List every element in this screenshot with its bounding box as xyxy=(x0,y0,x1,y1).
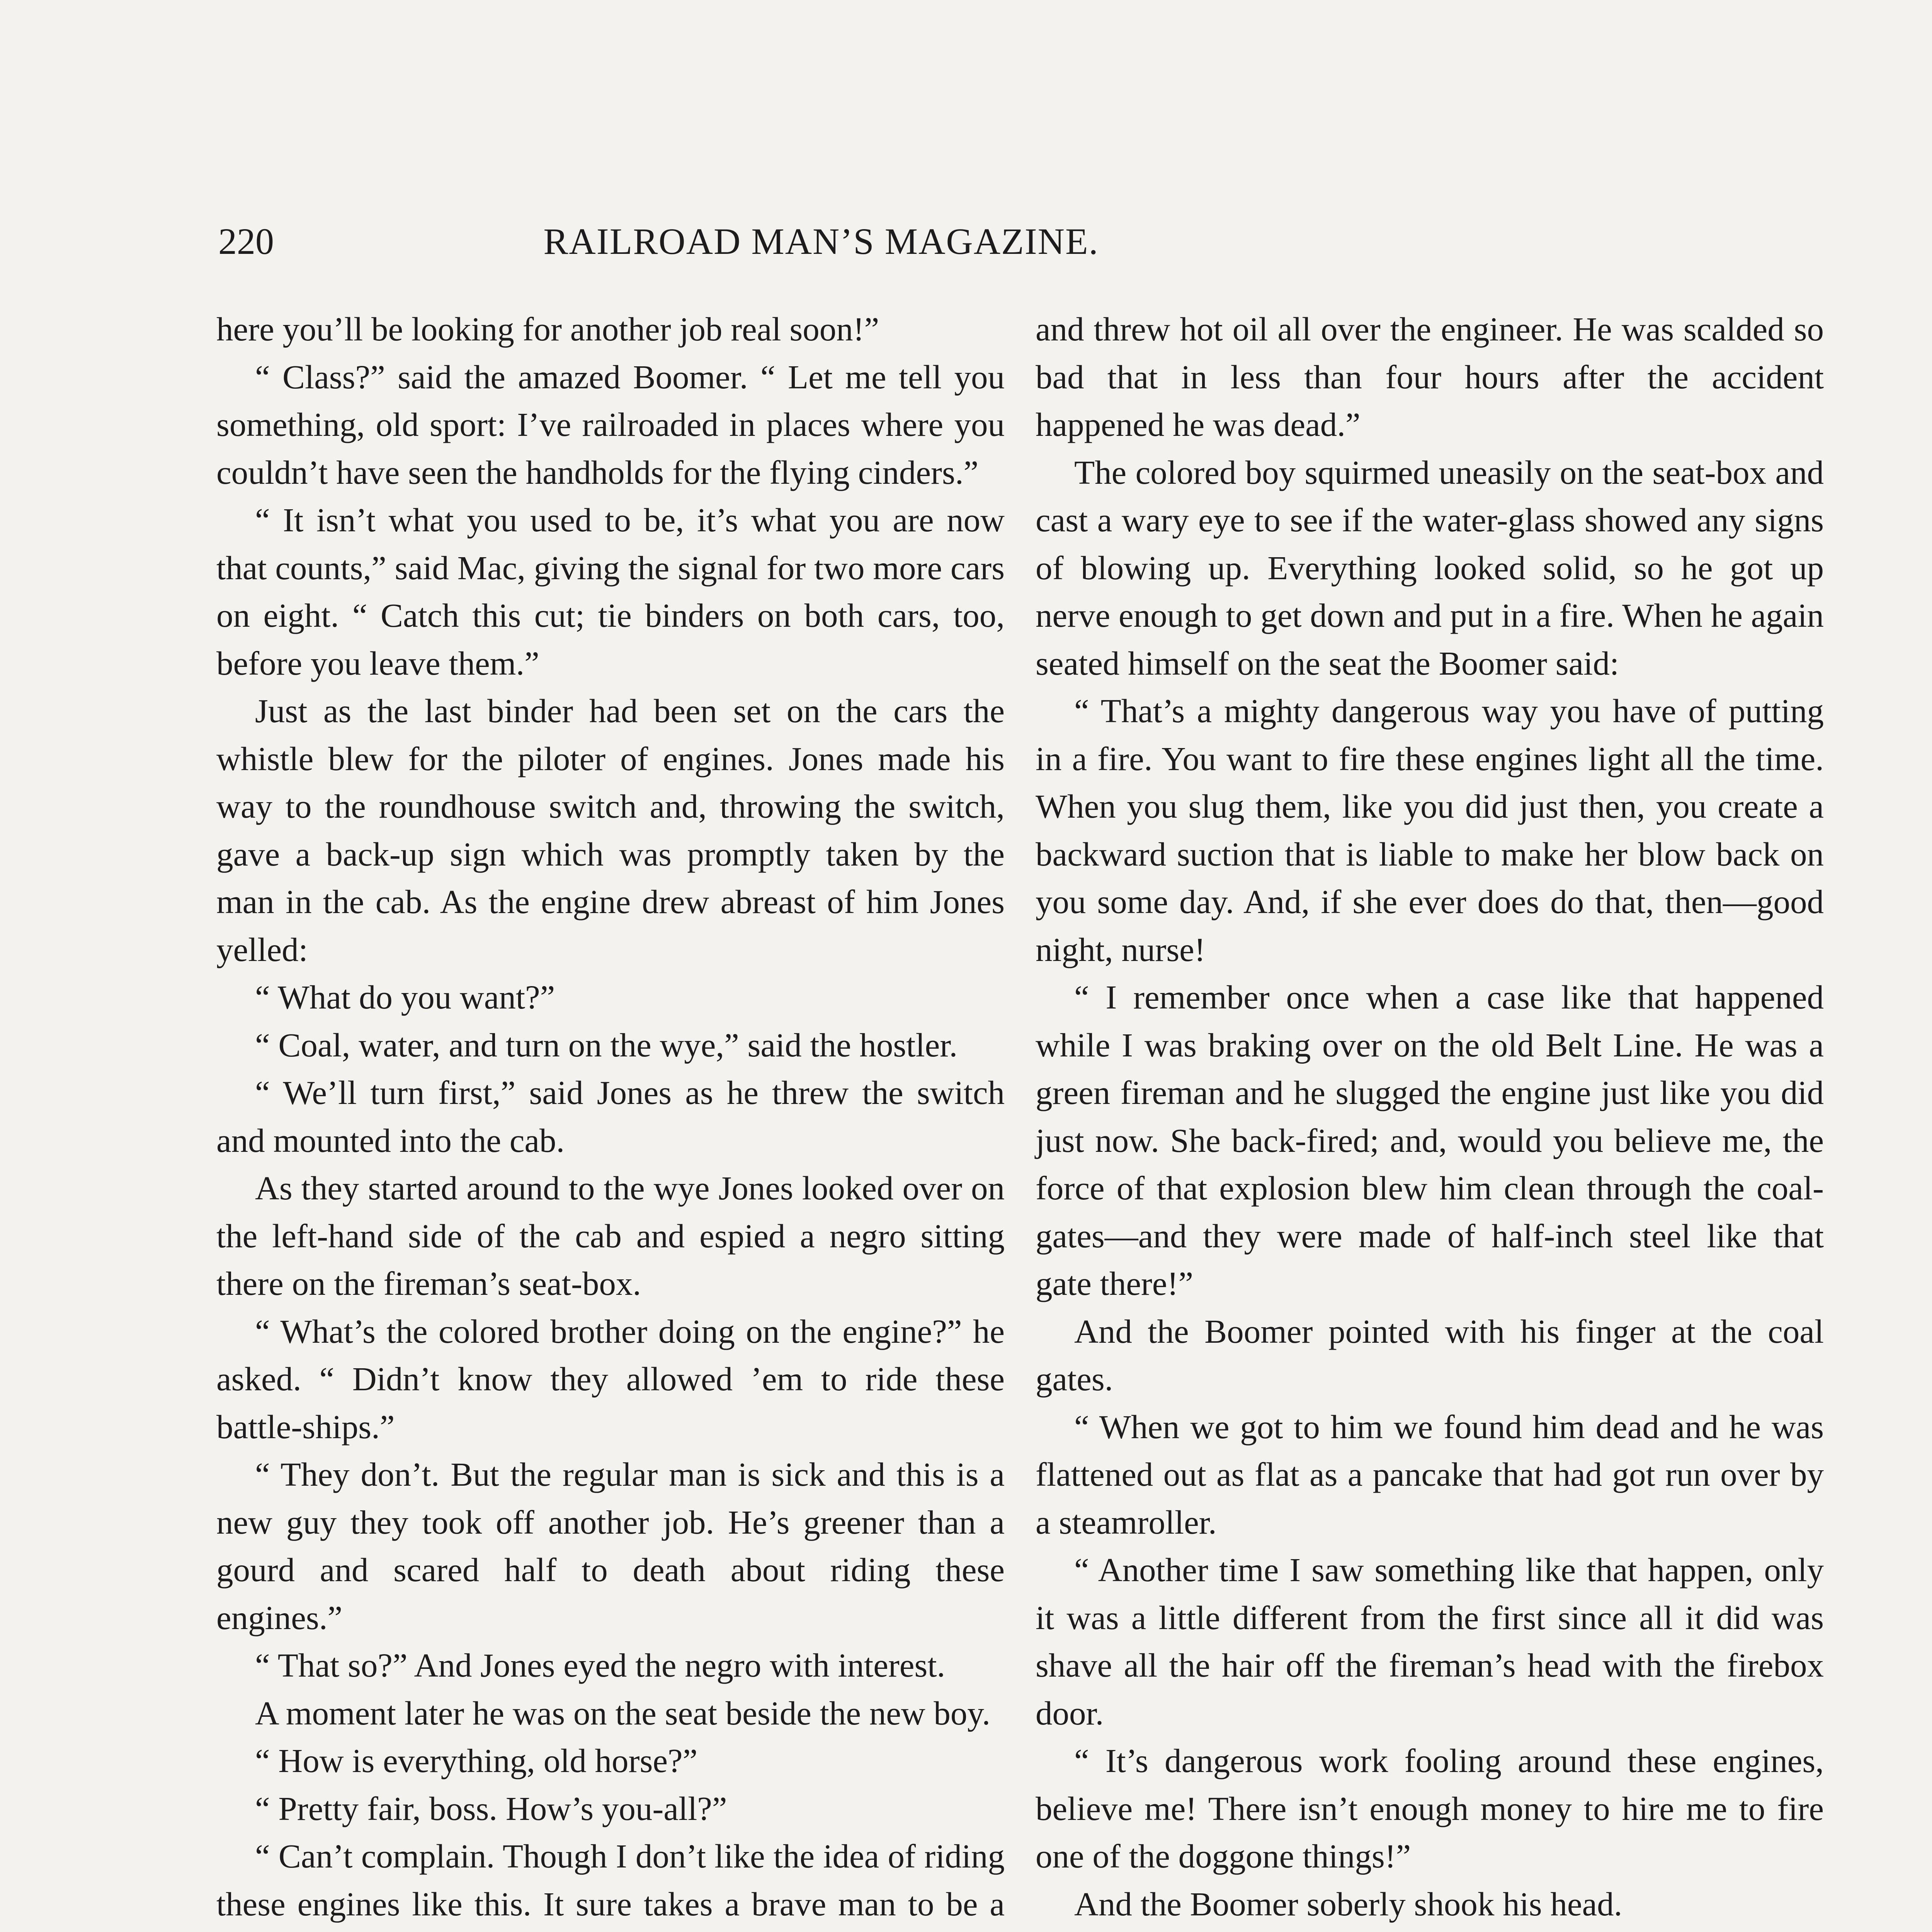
page-number: 220 xyxy=(218,221,274,262)
paragraph: “ What do you want?” xyxy=(255,978,555,1016)
paragraph: and threw hot oil all over the engineer. He was scalded so bad that in less than four hours after the accident happened he was dead.” xyxy=(1036,310,1824,443)
paragraph: “ Another time I saw something like that happen, only it was a little different from the first since all it did was shave all the hair off the fireman’s head with the firebox door. xyxy=(1036,1551,1824,1732)
paragraph xyxy=(1036,1928,1824,1932)
paragraph: “ How is everything, old horse?” xyxy=(255,1742,698,1779)
paragraph: “ Pretty fair, boss. How’s you-all?” xyxy=(255,1789,727,1827)
paragraph: “ What’s the colored brother doing on the engine?” he asked. “ Didn’t know they allowed ’em to ride these battle-ships.” xyxy=(216,1312,1005,1446)
paragraph: “ It’s dangerous work fooling around these engines, believe me! There isn’t enough money to hire me to fire one of the doggone things!” xyxy=(1036,1742,1824,1875)
paragraph: “ Coal, water, and turn on the wye,” said the hostler. xyxy=(255,1026,958,1064)
page-header xyxy=(218,216,1424,267)
running-title: RAILROAD MAN’S MAGAZINE. xyxy=(543,221,1099,262)
paragraph: “ Can’t complain. Though I don’t like the idea of riding these engines like this. It sure takes a brave man to be a xyxy=(216,1837,1005,1923)
paragraph: “ Class?” said the amazed Boomer. “ Let me tell you something, old sport: I’ve railroaded in places where you couldn’t have seen the handholds for the flying cinders.” xyxy=(216,358,1005,491)
left-column xyxy=(216,305,1005,1932)
right-column xyxy=(1036,305,1824,1932)
paragraph: A moment later he was on the seat beside the new boy. xyxy=(255,1694,990,1732)
paragraph: The colored boy squirmed uneasily on the seat-box and cast a wary eye to see if the water-glass showed any signs of blowing up. Everything looked solid, so he got up nerve enough to get down and put in a fire. When he again seated himself on the seat the Boomer said: xyxy=(1036,453,1824,682)
paragraph: “ When we got to him we found him dead and he was flattened out as flat as a pancake that had got run over by a steamroller. xyxy=(1036,1408,1824,1541)
paragraph: “ They don’t. But the regular man is sick and this is a new guy they took off another job. He’s greener than a gourd and scared half to death about riding these engines.” xyxy=(216,1456,1005,1636)
paragraph: “ We’ll turn first,” said Jones as he threw the switch and mounted into the cab. xyxy=(216,1074,1005,1159)
paragraph: here you’ll be looking for another job real soon!” xyxy=(216,310,879,348)
paragraph: “ I remember once when a case like that happened while I was braking over on the old Belt Line. He was a green fireman and he slugged the engine just like you did just now. She back-fired; and, would you believe me, the force of that explosion blew him clean through the coal-gates—and they were made of half-inch steel like that gate there!” xyxy=(1036,978,1824,1302)
paragraph: And the Boomer pointed with his finger at the coal gates. xyxy=(1036,1312,1824,1398)
paragraph: “ It isn’t what you used to be, it’s what you are now that counts,” said Mac, giving the signal for two more cars on eight. “ Catch this cut; tie binders on both cars, too, before you leave them.” xyxy=(216,501,1005,682)
paragraph: As they started around to the wye Jones looked over on the left-hand side of the cab and espied a negro sitting there on the fireman’s seat-box. xyxy=(216,1169,1005,1302)
paragraph: Just as the last binder had been set on the cars the whistle blew for the piloter of engines. Jones made his way to the roundhouse switch and, throwing the switch, gave a back-up sign which was promptly taken by the man in the cab. As the engine drew abreast of him Jones yelled: xyxy=(216,692,1005,968)
paragraph: “ That’s a mighty dangerous way you have of putting in a fire. You want to fire these engines light all the time. When you slug them, like you did just then, you create a backward suction that is liable to make her blow back on you some day. And, if she ever does do that, then—good night, nurse! xyxy=(1036,692,1824,968)
paragraph: “ That so?” And Jones eyed the negro with interest. xyxy=(255,1646,946,1684)
paragraph: And the Boomer soberly shook his head. xyxy=(1074,1885,1622,1923)
